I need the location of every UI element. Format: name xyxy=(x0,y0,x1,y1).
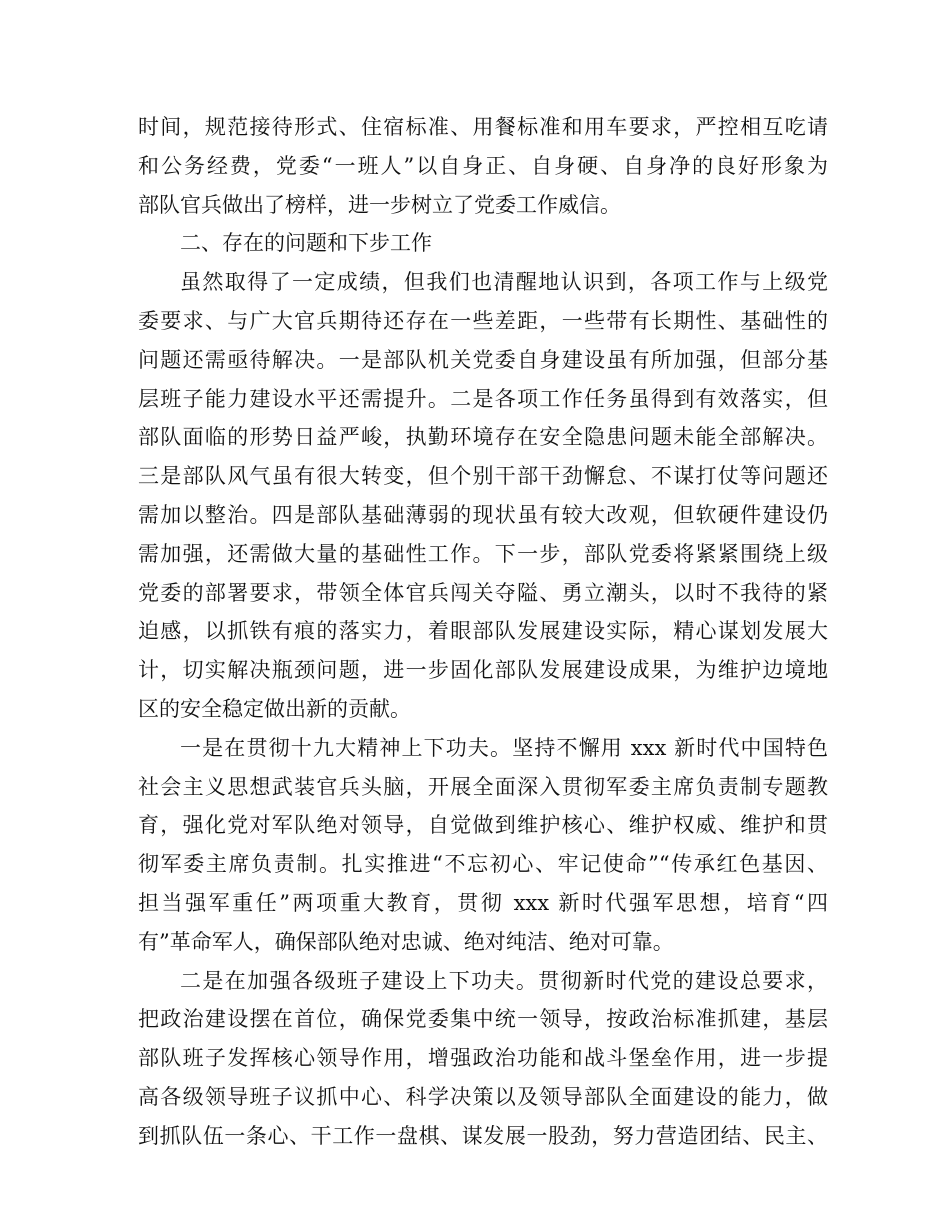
text-line: 党委的部署要求，带领全体官兵闯关夺隘、勇立潮头，以时不我待的紧 xyxy=(138,580,828,605)
text-line: 到抓队伍一条心、干工作一盘棋、谋发展一股劲，努力营造团结、民主、 xyxy=(138,1123,828,1148)
text-line: 委要求、与广大官兵期待还存在一些差距，一些带有长期性、基础性的 xyxy=(138,308,828,333)
paragraph-first-line: 二是在加强各级班子建设上下功夫。贯彻新时代党的建设总要求， xyxy=(180,968,828,993)
document-body xyxy=(138,108,828,1156)
text-line: 担当强军重任”两项重大教育，贯彻 xxx 新时代强军思想，培育“四 xyxy=(138,890,828,915)
text-line: 计，切实解决瓶颈问题，进一步固化部队发展建设成果，为维护边境地 xyxy=(138,658,828,683)
text-line: 区的安全稳定做出新的贡献。 xyxy=(138,696,411,721)
text-line: 部队面临的形势日益严峻，执勤环境存在安全隐患问题未能全部解决。 xyxy=(138,425,828,450)
text-line: 有”革命军人，确保部队绝对忠诚、绝对纯洁、绝对可靠。 xyxy=(138,929,674,954)
text-line: 需加强，还需做大量的基础性工作。下一步，部队党委将紧紧围绕上级 xyxy=(138,541,828,566)
text-line: 把政治建设摆在首位，确保党委集中统一领导，按政治标准抓建，基层 xyxy=(138,1007,828,1032)
text-line: 层班子能力建设水平还需提升。二是各项工作任务虽得到有效落实，但 xyxy=(138,386,828,411)
paragraph-first-line: 虽然取得了一定成绩，但我们也清醒地认识到，各项工作与上级党 xyxy=(180,270,828,295)
text-line: 彻军委主席负责制。扎实推进“不忘初心、牢记使命”“传承红色基因、 xyxy=(138,852,828,877)
paragraph-first-line: 一是在贯彻十九大精神上下功夫。坚持不懈用 xxx 新时代中国特色 xyxy=(180,735,828,760)
text-line: 三是部队风气虽有很大转变，但个别干部干劲懈怠、不谋打仗等问题还 xyxy=(138,464,828,489)
text-line: 社会主义思想武装官兵头脑，开展全面深入贯彻军委主席负责制专题教 xyxy=(138,774,828,799)
text-line: 部队班子发挥核心领导作用，增强政治功能和战斗堡垒作用，进一步提 xyxy=(138,1046,828,1071)
text-line: 高各级领导班子议抓中心、科学决策以及领导部队全面建设的能力，做 xyxy=(138,1084,828,1109)
text-line: 问题还需亟待解决。一是部队机关党委自身建设虽有所加强，但部分基 xyxy=(138,347,828,372)
paragraph-first-line: 二、存在的问题和下步工作 xyxy=(180,231,432,256)
text-line: 育，强化党对军队绝对领导，自觉做到维护核心、维护权威、维护和贯 xyxy=(138,813,828,838)
text-line: 需加以整治。四是部队基础薄弱的现状虽有较大改观，但软硬件建设仍 xyxy=(138,502,828,527)
text-line: 部队官兵做出了榜样，进一步树立了党委工作威信。 xyxy=(138,192,621,217)
text-line: 迫感，以抓铁有痕的落实力，着眼部队发展建设实际，精心谋划发展大 xyxy=(138,619,828,644)
text-line: 和公务经费，党委“一班人”以自身正、自身硬、自身净的良好形象为 xyxy=(138,153,828,178)
text-line: 时间，规范接待形式、住宿标准、用餐标准和用车要求，严控相互吃请 xyxy=(138,115,828,139)
